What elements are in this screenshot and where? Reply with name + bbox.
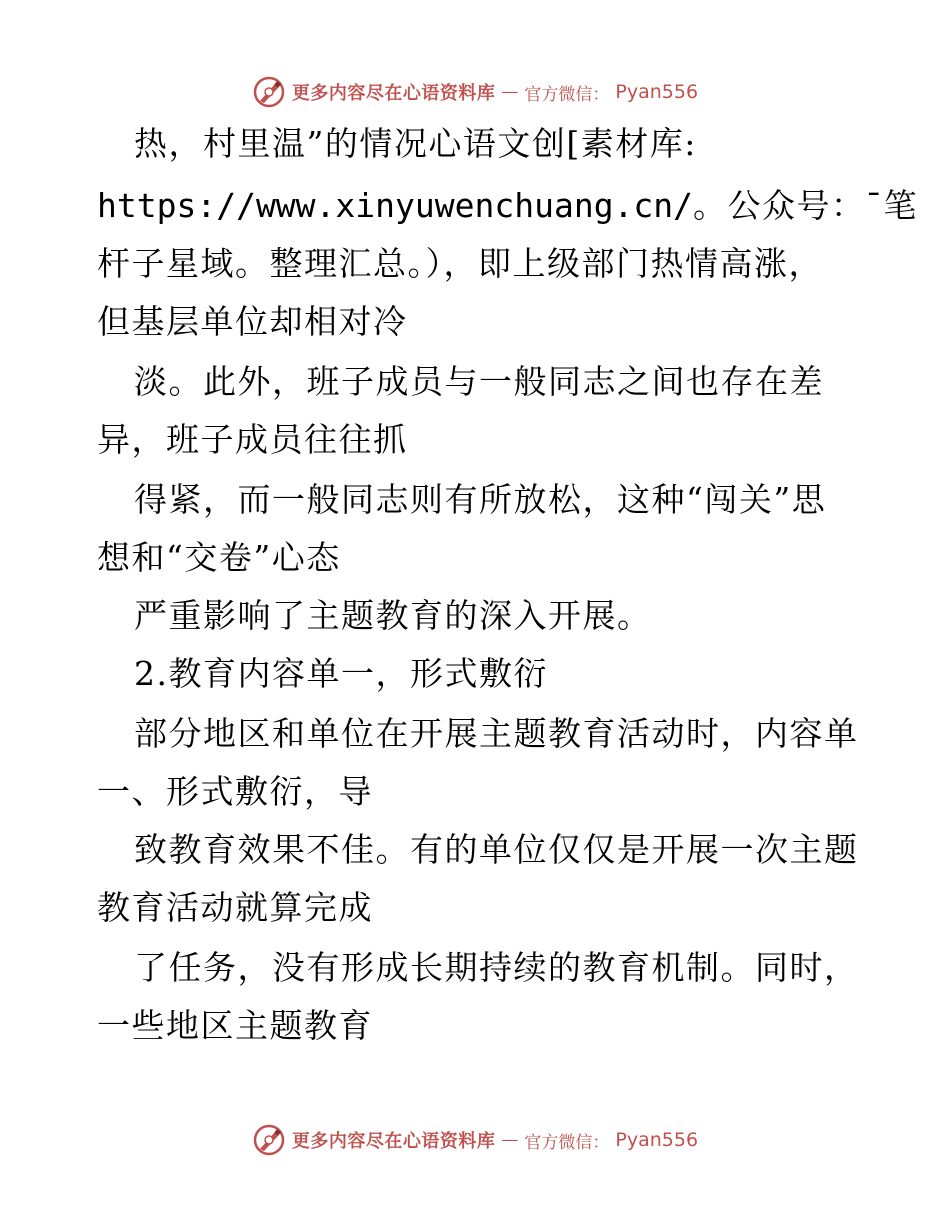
text-line: 严重影响了主题教育的深入开展。 [134, 596, 652, 635]
section-heading: 2.教育内容单一，形式敷衍 [134, 654, 548, 693]
watermark-wechat-id: Pyan556 [615, 81, 699, 103]
text-line: 教育活动就算完成 [97, 888, 373, 927]
text-line: 得紧，而一般同志则有所放松，这种“闯关”思 [134, 480, 827, 519]
text-line: 部分地区和单位在开展主题教育活动时，内容单 [134, 714, 859, 753]
text-line: 一些地区主题教育 [97, 1006, 373, 1045]
footer-watermark [0, 1120, 950, 1160]
header-watermark [0, 72, 950, 112]
watermark-wechat-id: Pyan556 [615, 1129, 699, 1151]
pen-circle-icon [252, 1123, 286, 1157]
watermark-separator: — [501, 1130, 519, 1150]
watermark-main-text: 更多内容尽在心语资料库 [291, 1131, 496, 1152]
text-line-url [97, 184, 918, 228]
text-line: 杆子星域。整理汇总。），即上级部门热情高涨， [97, 244, 823, 283]
watermark-sub-text: 官方微信： [524, 1132, 610, 1153]
watermark-sub-text: 官方微信： [524, 84, 610, 105]
text-line: 致教育效果不佳。有的单位仅仅是开展一次主题 [134, 830, 859, 869]
text-line: 热，村里温”的情况心语文创[素材库: [134, 124, 697, 163]
text-line-rest: 。公众号：¯笔 [693, 186, 919, 225]
text-line: 但基层单位却相对冷 [97, 302, 408, 341]
text-line: 异，班子成员往往抓 [97, 420, 408, 459]
text-line: 了任务，没有形成长期持续的教育机制。同时， [134, 948, 859, 987]
text-line: 一、形式敷衍，导 [97, 772, 373, 811]
watermark-separator: — [501, 82, 519, 102]
text-line: 淡。此外，班子成员与一般同志之间也存在差 [134, 362, 824, 401]
text-line: 想和“交卷”心态 [97, 538, 341, 577]
watermark-main-text: 更多内容尽在心语资料库 [291, 83, 496, 104]
pen-circle-icon [252, 75, 286, 109]
url-text: https://www.xinyuwenchuang.cn/ [97, 186, 694, 225]
